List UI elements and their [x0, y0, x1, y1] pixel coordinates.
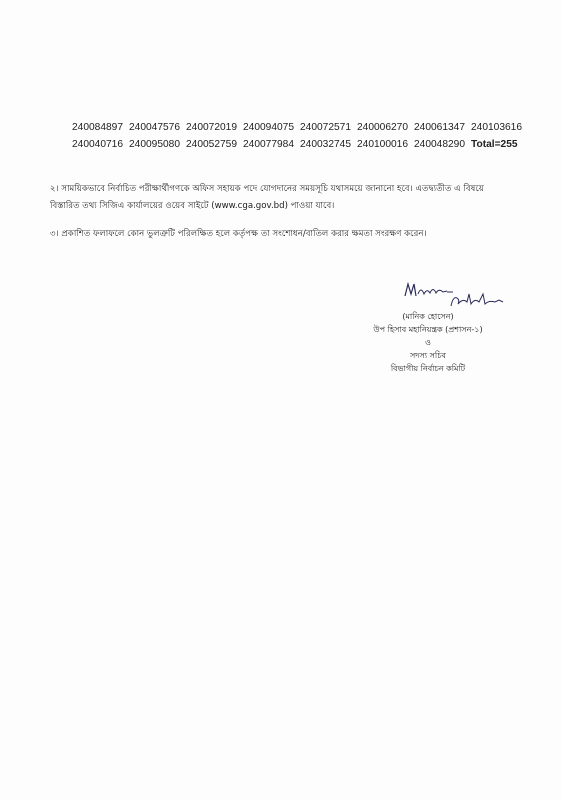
roll-number-cell: 240084897 — [72, 122, 123, 133]
roll-number-cell: 240100016 — [357, 139, 408, 150]
roll-number-cell: 240047576 — [129, 122, 180, 133]
roll-number-cell: 240048290 — [414, 139, 465, 150]
signatory-conjunction: ও — [425, 338, 431, 347]
roll-number-cell: 240095080 — [129, 139, 180, 150]
roll-number-table-body — [72, 119, 528, 153]
table-row — [72, 119, 528, 136]
roll-number-cell: 240032745 — [300, 139, 351, 150]
roll-number-cell: 240040716 — [72, 139, 123, 150]
total-count-cell: Total=255 — [471, 139, 518, 150]
paragraph-2 — [50, 181, 520, 215]
paragraph-3 — [50, 226, 520, 243]
roll-number-cell: 240052759 — [186, 139, 237, 150]
roll-number-cell: 240077984 — [243, 139, 294, 150]
signatory-name: (মানিক হোসেন) — [402, 312, 454, 321]
roll-number-cell: 240103616 — [471, 122, 522, 133]
roll-number-cell: 240061347 — [414, 122, 465, 133]
signature-scribble-icon — [403, 280, 513, 308]
paragraph-2-line-1: ২। সাময়িকভাবে নির্বাচিত পরীক্ষার্থীগণকে অফিস সহায়ক পদে যোগদানের সময়সূচি যথাসময়ে জানানো হবে। এতদ্ব্যতীত এ বিষয়ে — [50, 184, 484, 194]
paragraph-2-line-2: বিস্তারিত তথ্য সিজিএ কার্যালয়ের ওয়েব সাইটে (www.cga.gov.bd) পাওয়া যাবে। — [50, 201, 335, 211]
roll-number-cell: 240094075 — [243, 122, 294, 133]
handwritten-signature — [333, 280, 523, 308]
table-row — [72, 136, 528, 153]
paragraph-3-line-1: ৩। প্রকাশিত ফলাফলে কোন ভুলত্রুটি পরিলক্ষিত হলে কর্তৃপক্ষ তা সংশোধন/বাতিল করার ক্ষমতা সংরক্ষণ করেন। — [50, 229, 427, 239]
signatory-committee: বিভাগীয় নির্বাচন কমিটি — [390, 364, 466, 373]
roll-number-cell: 240006270 — [357, 122, 408, 133]
roll-number-table — [72, 119, 528, 153]
signature-block — [333, 280, 523, 375]
roll-number-cell: 240072019 — [186, 122, 237, 133]
roll-number-cell: 240072571 — [300, 122, 351, 133]
signatory-role: সদস্য সচিব — [410, 351, 446, 360]
signatory-designation: উপ হিসাব মহানিয়ন্ত্রক (প্রশাসন-১) — [373, 325, 483, 334]
